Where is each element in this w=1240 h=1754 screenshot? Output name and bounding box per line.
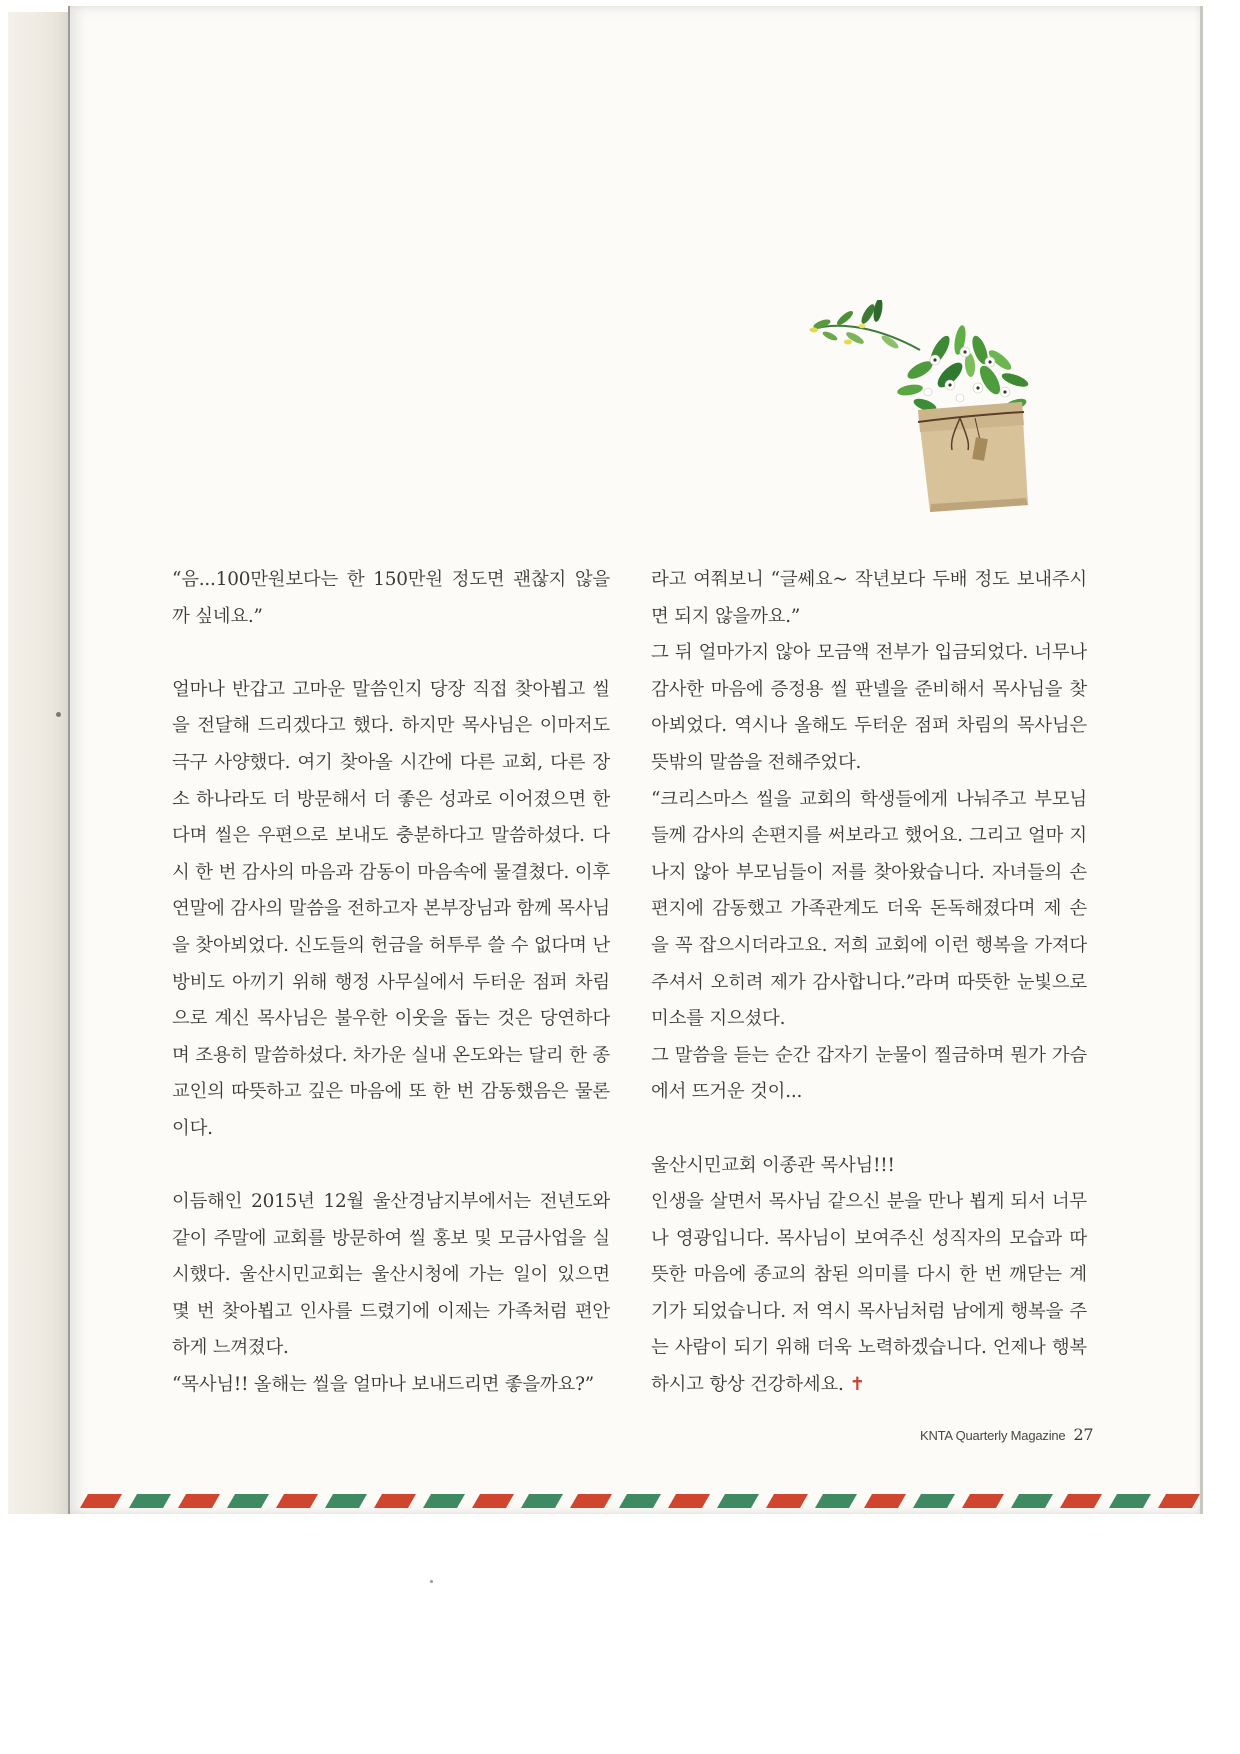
paper-bag-icon [918, 402, 1028, 512]
page-right-edge [1200, 6, 1203, 1514]
red-stripe [962, 1494, 1004, 1508]
red-stripe [472, 1494, 514, 1508]
red-stripe [1158, 1494, 1200, 1508]
article-right-column [651, 562, 1087, 1404]
page-footer [920, 1425, 1093, 1444]
green-stripe [521, 1494, 563, 1508]
green-stripe [717, 1494, 759, 1508]
cross-icon: ✝ [849, 1374, 865, 1396]
flower-bag-illustration [800, 300, 1060, 520]
green-stripe [913, 1494, 955, 1508]
red-stripe [1060, 1494, 1102, 1508]
green-stripe [1011, 1494, 1053, 1508]
body-paragraph: 얼마나 반갑고 고마운 말씀인지 당장 직접 찾아뵙고 씰을 전달해 드리겠다고 했다. 하지만 목사님은 이마저도 극구 사양했다. 여기 찾아올 시간에 다른 교회, 다른 장소 하나라도 더 방문해서 더 좋은 성과로 이어졌으면 한다며 씰은 우편으로 보내도 충분하다고 말씀하셨다. 다시 한 번 감사의 마음과 감동이 마음속에 물결쳤다. 이후 연말에 감사의 말씀을 전하고자 본부장님과 함께 목사님을 찾아뵈었다. 신도들의 헌금을 허투루 쓸 수 없다며 난방비도 아끼기 위해 행정 사무실에서 두터운 점퍼 차림으로 계신 목사님은 불우한 이웃을 돕는 것은 당연하다며 조용히 말씀하셨다. 차가운 실내 온도와는 달리 한 종교인의 따뜻하고 깊은 마음에 또 한 번 감동했음은 물론이다. [172, 678, 610, 1139]
scan-speck [56, 712, 61, 717]
red-stripe [276, 1494, 318, 1508]
red-stripe [766, 1494, 808, 1508]
body-paragraph: 그 뒤 얼마가지 않아 모금액 전부가 입금되었다. 너무나 감사한 마음에 증정용 씰 판넬을 준비해서 목사님을 찾아뵈었다. 역시나 올해도 두터운 점퍼 차림의 목사님은 뜻밖의 말씀을 전해주었다. [651, 642, 1087, 773]
page-number: 27 [1073, 1425, 1094, 1444]
closing-heading: 울산시민교회 이종관 목사님!!! [651, 1154, 895, 1176]
red-stripe [668, 1494, 710, 1508]
scan-speck [430, 1580, 433, 1583]
quote-paragraph: “음...100만원보다는 한 150만원 정도면 괜찮지 않을까 싶네요.” [172, 569, 610, 627]
magazine-title: KNTA Quarterly Magazine [920, 1428, 1066, 1443]
article-left-column [172, 562, 610, 1404]
red-stripe [178, 1494, 220, 1508]
body-paragraph: 라고 여쭤보니 “글쎄요~ 작년보다 두배 정도 보내주시면 되지 않을까요.” [651, 569, 1087, 627]
green-stripe [619, 1494, 661, 1508]
closing-text: 인생을 살면서 목사님 같으신 분을 만나 뵙게 되서 너무나 영광입니다. 목사님이 보여주신 성직자의 모습과 따뜻한 마음에 종교의 참된 의미를 다시 한 번 깨닫는 계기가 되었습니다. 저 역시 목사님처럼 남에게 행복을 주는 사람이 되기 위해 더욱 노력하겠습니다. 언제나 행복하시고 항상 건강하세요. [651, 1191, 1087, 1396]
quote-paragraph: “목사님!! 올해는 씰을 얼마나 보내드리면 좋을까요?” [172, 1374, 594, 1396]
red-stripe [570, 1494, 612, 1508]
green-stripe [1109, 1494, 1151, 1508]
green-stripe [815, 1494, 857, 1508]
leaf-branch-icon [810, 300, 920, 351]
red-stripe [864, 1494, 906, 1508]
facing-page-edge [8, 12, 72, 1514]
body-paragraph: 이듬해인 2015년 12월 울산경남지부에서는 전년도와 같이 주말에 교회를 방문하여 씰 홍보 및 모금사업을 실시했다. 울산시민교회는 울산시청에 가는 일이 있으면 몇 번 찾아뵙고 인사를 드렸기에 이제는 가족처럼 편안하게 느껴졌다. [172, 1191, 610, 1359]
green-stripe [129, 1494, 171, 1508]
green-stripe [423, 1494, 465, 1508]
body-paragraph: 그 말씀을 듣는 순간 갑자기 눈물이 찔금하며 뭔가 가슴에서 뜨거운 것이... [651, 1044, 1087, 1103]
red-stripe [80, 1494, 122, 1508]
quote-paragraph: “크리스마스 씰을 교회의 학생들에게 나눠주고 부모님들께 감사의 손편지를 써보라고 했어요. 그리고 얼마 지나지 않아 부모님들이 저를 찾아왔습니다. 자녀들의 손편지에 감동했고 가족관계도 더욱 돈독해졌다며 제 손을 꼭 잡으시더라고요. 저희 교회에 이런 행복을 가져다 주셔서 오히려 제가 감사합니다.”라며 따뜻한 눈빛으로 미소를 지으셨다. [651, 788, 1087, 1030]
airmail-stripe-border [80, 1488, 1202, 1512]
green-stripe [325, 1494, 367, 1508]
red-stripe [374, 1494, 416, 1508]
page-gutter [68, 6, 70, 1514]
closing-paragraph [651, 1184, 1087, 1404]
green-stripe [227, 1494, 269, 1508]
